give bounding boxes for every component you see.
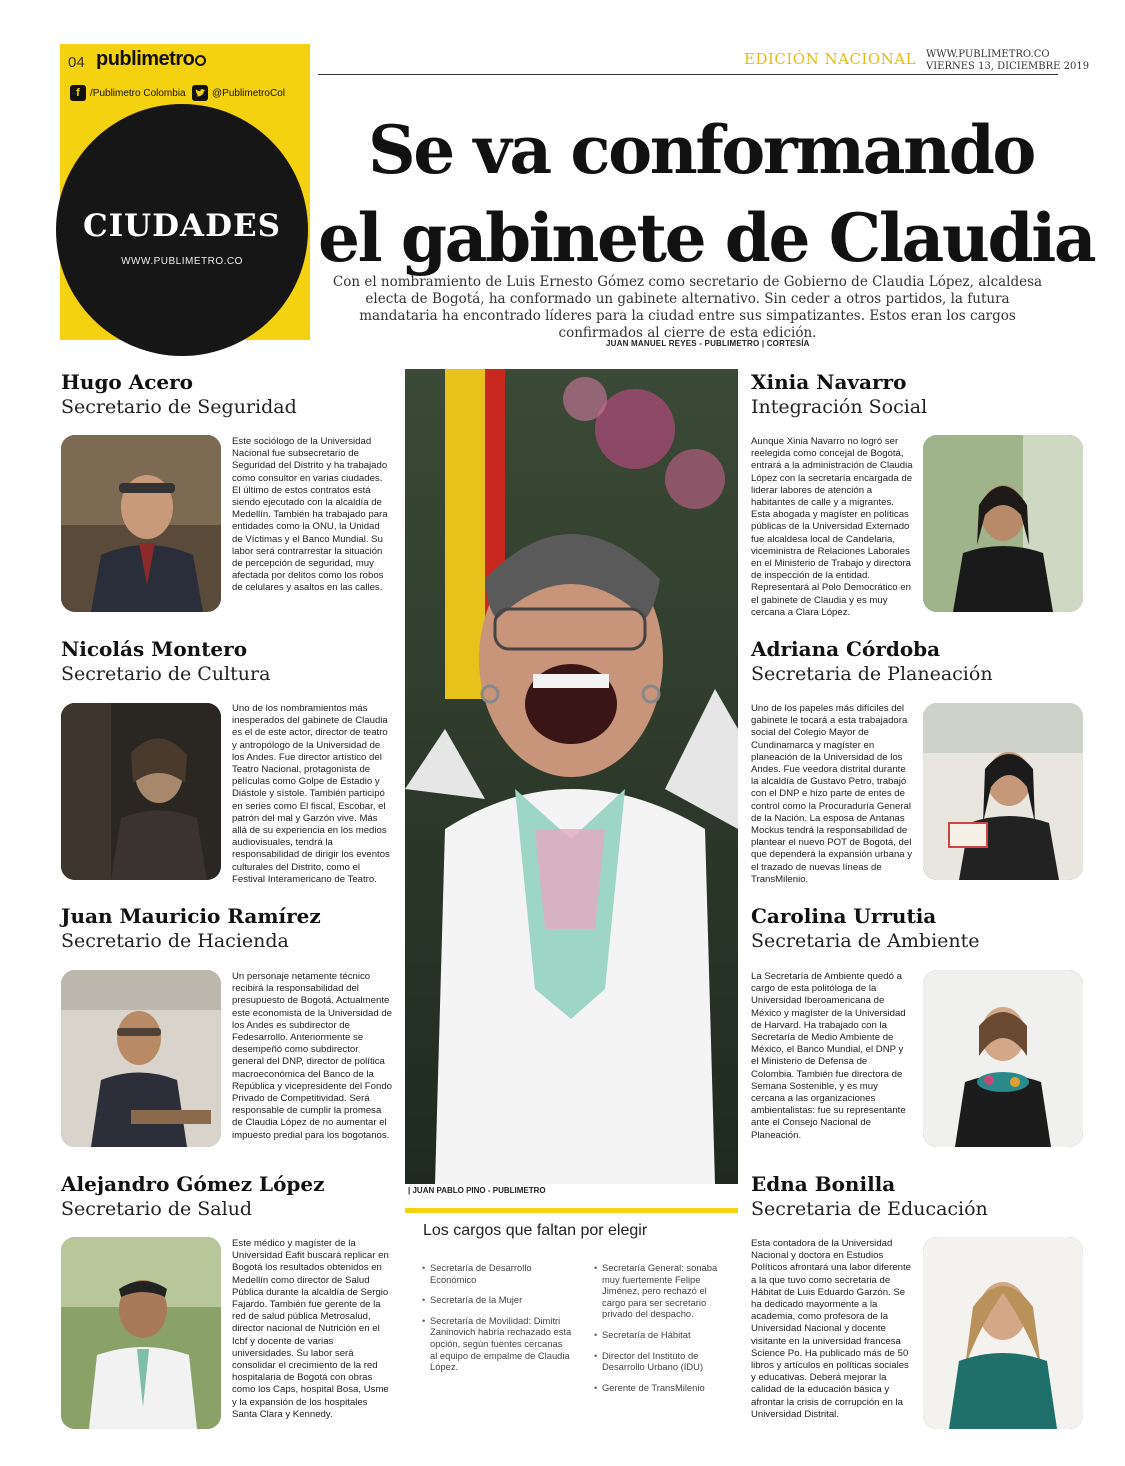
section-url[interactable]: WWW.PUBLIMETRO.CO [121, 256, 243, 267]
twitter-handle[interactable]: @PublimetroCol [192, 85, 285, 101]
profile-name-carolina-urrutia: Carolina Urrutia [751, 904, 937, 928]
profile-role-juan-mauricio-ramirez: Secretario de Hacienda [61, 930, 289, 952]
main-photo-claudia-lopez [405, 369, 738, 1184]
headline-line-1: Se va conformando [368, 111, 1035, 189]
pending-list-right [594, 1262, 726, 1402]
list-item: • Director del Instituto de Desarrollo Urbano (IDU) [594, 1350, 726, 1373]
profile-name-juan-mauricio-ramirez: Juan Mauricio Ramírez [61, 904, 321, 928]
list-item: • Secretaría de Movilidad: Dimitri Zaninovich habría rechazado esta opción, según fuentes cercanas al equipo de empalme de Claudia López. [422, 1315, 572, 1373]
photo-adriana-cordoba [923, 703, 1083, 880]
issue-date: VIERNES 13, DICIEMBRE 2019 [926, 61, 1090, 72]
byline-credit: JUAN MANUEL REYES - PUBLIMETRO | CORTESÍA [606, 339, 810, 348]
photo-alejandro-gomez-lopez [61, 1237, 221, 1429]
profile-text-nicolas-montero: Uno de los nombramientos más inesperados del gabinete de Claudia es el de este actor, director de teatro y antropólogo de la Universidad de los Andes. Fue director artístico del Teatro Nacional, protagonista de películas como Golpe de Estadio y Diástole y sístole. También participó en series como El fiscal, Escobar, el patrón del mal y Garzón vive. Más allá de su experiencia en los medios audiovisuales, tendrá la responsabilidad de dirigir los eventos culturales del Distrito, como el Festival Interamericano de Teatro. [232, 703, 390, 885]
facebook-icon: f [70, 85, 86, 101]
list-item: • Secretaría de la Mujer [422, 1294, 572, 1306]
photo-edna-bonilla [923, 1237, 1083, 1429]
list-item: • Gerente de TransMilenio [594, 1382, 726, 1394]
profile-text-alejandro-gomez-lopez: Este médico y magíster de la Universidad Eafit buscará replicar en Bogotá los resultados obtenidos en Medellín como director de Salud Pública durante la alcaldía de Sergio Fajardo. También fue gerente de la red de salud pública Metrosalud, director nacional de Nutrición en el Icbf y docente de varias universidades. Su labor será consolidar el crecimiento de la red hospitalaria de Bogotá con obras como los Caps, hospital Bosa, Usme y la expansión de los hospitales Santa Clara y Kennedy. [232, 1238, 389, 1420]
section-label: CIUDADES [82, 208, 282, 244]
photo-nicolas-montero [61, 703, 221, 880]
header-rule [318, 74, 1058, 75]
list-item: • Secretaría de Desarrollo Económico [422, 1262, 572, 1285]
twitter-icon [192, 85, 208, 101]
profile-role-xinia-navarro: Integración Social [751, 396, 928, 418]
profile-role-nicolas-montero: Secretario de Cultura [61, 663, 271, 685]
main-photo-credit: | JUAN PABLO PINO - PUBLIMETRO [408, 1186, 546, 1195]
headline [318, 106, 1098, 282]
profile-role-edna-bonilla: Secretaria de Educación [751, 1198, 988, 1220]
profile-name-edna-bonilla: Edna Bonilla [751, 1172, 896, 1196]
profile-name-nicolas-montero: Nicolás Montero [61, 637, 248, 661]
pending-list-left [422, 1262, 572, 1382]
profile-text-juan-mauricio-ramirez: Un personaje netamente técnico recibirá la responsabilidad del presupuesto de Bogotá. Actualmente este economista de la Universidad de los Andes es subdirector de Fedesarrollo. Anteriormente se desempeñó como subdirector general del DNP, director de política macroeconómica del Banco de la República y vicepresidente del Fondo Privado de Competitividad. Será responsable de cumplir la promesa de Claudia López de no aumentar el impuesto predial para los bogotanos. [232, 971, 392, 1141]
profile-role-adriana-cordoba: Secretaria de Planeación [751, 663, 993, 685]
profile-role-alejandro-gomez-lopez: Secretario de Salud [61, 1198, 253, 1220]
profile-text-adriana-cordoba: Uno de los papeles más difíciles del gabinete le tocará a esta trabajadora social del Colegio Mayor de Cundinamarca y magíster en planeación de la Universidad de los Andes. Fue veedora distrital durante la alcaldía de Gustavo Petro, trabajó con el DNP e hizo parte de entes de control como la Procuraduría General de la Nación. La esposa de Antanas Mockus tendrá la responsabilidad de plantear el nuevo POT de Bogotá, del que dependerá la expansión urbana y el trazado de nuevas líneas de TransMilenio. [751, 703, 913, 885]
photo-xinia-navarro [923, 435, 1083, 612]
profile-name-hugo-acero: Hugo Acero [61, 370, 194, 394]
profile-role-carolina-urrutia: Secretaria de Ambiente [751, 930, 980, 952]
list-item: • Secretaría de Hábitat [594, 1329, 726, 1341]
profile-role-hugo-acero: Secretario de Seguridad [61, 396, 297, 418]
profile-text-xinia-navarro: Aunque Xinia Navarro no logró ser reelegida como concejal de Bogotá, entrará a la administración de Claudia López con la secretaría encargada de liderar labores de atención a habitantes de calle y a migrantes. Esta abogada y magíster en políticas públicas de la Universidad Externado fue alcaldesa local de Candelaria, viceministra de Relaciones Laborales en el Ministerio de Trabajo y directora de inspección de la entidad. Representará al Polo Democrático en el gabinete de Claudia y es muy cercana a Clara López. [751, 436, 913, 618]
profile-text-carolina-urrutia: La Secretaría de Ambiente quedó a cargo de esta politóloga de la Universidad Iberoamericana de México y magíster de la Universidad de Harvard. Ha trabajado con la Secretaría de Medio Ambiente de México, el Banco Mundial, el DNP y el Ministerio de Defensa de Colombia. También fue directora de Semana Sostenible, y es muy cercana a las organizaciones ambientalistas: fue su representante ante el Consejo Nacional de Planeación. [751, 971, 906, 1141]
lead-paragraph: Con el nombramiento de Luis Ernesto Gómez como secretario de Gobierno de Claudia López, alcaldesa electa de Bogotá, ha conformado un gabinete alternativo. Sin ceder a otros partidos, la futura mandataria ha encontrado líderes para la ciudad entre sus simpatizantes. Estos eran los cargos confirmados al cierre de esta edición. [332, 274, 1043, 341]
pending-box-rule [405, 1208, 738, 1213]
publimetro-logo: publimetro [96, 48, 206, 71]
profile-name-adriana-cordoba: Adriana Córdoba [751, 637, 941, 661]
pending-title: Los cargos que faltan por elegir [423, 1222, 648, 1239]
profile-name-xinia-navarro: Xinia Navarro [751, 370, 907, 394]
site-url[interactable]: WWW.PUBLIMETRO.CO [926, 49, 1050, 60]
profile-name-alejandro-gomez-lopez: Alejandro Gómez López [61, 1172, 325, 1196]
headline-line-2: el gabinete de Claudia [318, 199, 1095, 277]
photo-hugo-acero [61, 435, 221, 612]
photo-juan-mauricio-ramirez [61, 970, 221, 1147]
profile-text-edna-bonilla: Esta contadora de la Universidad Nacional y doctora en Estudios Políticos afrontará una labor diferente a la que tuvo como secretaria de Hábitat de Luis Eduardo Garzón. Se ha dedicado mayormente a la academia, como profesora de la Universidad Nacional y docente visitante en la universidad francesa Science Po. Ha publicado más de 50 libros y artículos en políticas sociales y educativas. Deberá mejorar la calidad de la educación básica y afrontar la crisis de corrupción en la Universidad Distrital. [751, 1238, 911, 1420]
list-item: • Secretaría General: sonaba muy fuertemente Felipe Jiménez, pero rechazó el cargo para ser secretario privado del despacho. [594, 1262, 726, 1320]
edition-label: EDICIÓN NACIONAL [744, 50, 917, 68]
profile-text-hugo-acero: Este sociólogo de la Universidad Nacional fue subsecretario de Seguridad del Distrito y ha trabajado como consultor en varias ciudades. El último de estos contratos está siendo ejecutado con la alcaldía de Medellín. También ha trabajado para entidades como la ONU, la Unidad de Víctimas y el Banco Mundial. Su labor será contrarrestar la situación de percepción de seguridad, muy afectada por delitos como los robos de celulares y asaltos en las calles. [232, 436, 388, 594]
photo-carolina-urrutia [923, 970, 1083, 1147]
facebook-handle[interactable]: f /Publimetro Colombia [70, 85, 186, 101]
page-number: 04 [68, 54, 85, 71]
